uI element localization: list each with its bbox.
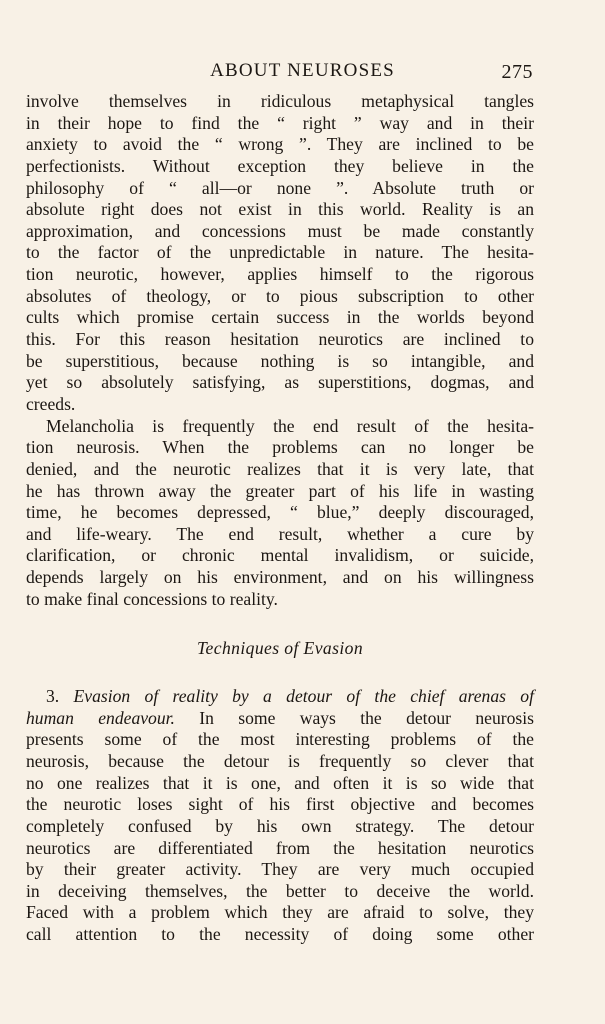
text-line: absolutes of theology, or to pious subscription to other (26, 285, 534, 306)
section-heading: Techniques of Evasion (196, 638, 364, 659)
section-number: 3. (46, 686, 60, 707)
text-line: the neurotic loses sight of his first objective and becomes (26, 794, 534, 815)
text-line: and life-weary. The end result, whether a cure by (26, 523, 534, 544)
text-line: Melancholia is frequently the end result of the hesita- (46, 415, 534, 436)
text-line: neurosis, because the detour is frequently so clever that (26, 750, 534, 771)
text-line: yet so absolutely satisfying, as superstitions, dogmas, and (26, 372, 534, 393)
running-title: ABOUT NEUROSES (210, 60, 395, 81)
text-line: to make final concessions to reality. (26, 588, 278, 609)
text-line: denied, and the neurotic realizes that it is very late, that (26, 458, 534, 479)
text-line: absolute right does not exist in this world. Reality is an (26, 199, 534, 220)
paragraph-2 (26, 416, 534, 611)
text-line: Faced with a problem which they are afraid to solve, they (26, 902, 534, 923)
text-line: anxiety to avoid the “ wrong ”. They are inclined to be (26, 134, 534, 155)
body-text (26, 91, 534, 946)
text-line (26, 708, 534, 730)
text-line: approximation, and concessions must be made constantly (26, 220, 534, 241)
text-line: perfectionists. Without exception they believe in the (26, 155, 534, 176)
text-line: completely confused by his own strategy. The detour (26, 815, 534, 836)
paragraph-3 (26, 686, 534, 946)
running-head (0, 58, 605, 84)
text-run: In some ways the detour neurosis (199, 707, 534, 728)
text-line: cults which promise certain success in the worlds beyond (26, 307, 534, 328)
text-line: tion neurosis. When the problems can no longer be (26, 437, 534, 458)
text-line: this. For this reason hesitation neurotics are inclined to (26, 329, 534, 350)
text-line: in deceiving themselves, the better to deceive the world. (26, 880, 534, 901)
text-line: be superstitious, because nothing is so intangible, and (26, 350, 534, 371)
text-line: depends largely on his environment, and on his willingness (26, 567, 534, 588)
text-line: creeds. (26, 393, 76, 414)
text-line: no one realizes that it is one, and often it is so wide that (26, 772, 534, 793)
paragraph-1 (26, 91, 534, 416)
section-title-continued: human endeavour. (26, 707, 175, 728)
text-line: tion neurotic, however, applies himself to the rigorous (26, 264, 534, 285)
text-line: call attention to the necessity of doing some other (26, 924, 534, 945)
page-number: 275 (501, 61, 533, 83)
text-line: in their hope to find the “ right ” way and in their (26, 112, 534, 133)
text-line: neurotics are differentiated from the hesitation neurotics (26, 837, 534, 858)
text-line: presents some of the most interesting problems of the (26, 729, 534, 750)
text-line: involve themselves in ridiculous metaphysical tangles (26, 91, 534, 111)
text-line (26, 686, 534, 708)
text-line: by their greater activity. They are very much occupied (26, 859, 534, 880)
text-line: time, he becomes depressed, “ blue,” deeply discouraged, (26, 502, 534, 523)
text-line: he has thrown away the greater part of his life in wasting (26, 480, 534, 501)
text-line: to the factor of the unpredictable in nature. The hesita- (26, 242, 534, 263)
text-line: clarification, or chronic mental invalidism, or suicide, (26, 545, 534, 566)
section-title: Evasion of reality by a detour of the chief arenas of (73, 686, 534, 707)
text-line: philosophy of “ all—or none ”. Absolute truth or (26, 177, 534, 198)
